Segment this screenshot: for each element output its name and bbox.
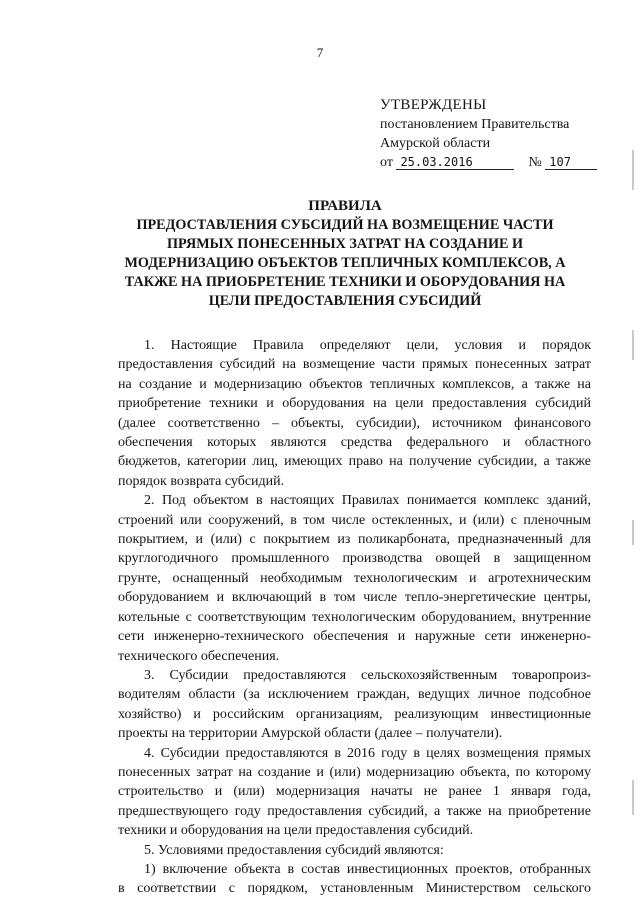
title-line: ЦЕЛИ ПРЕДОСТАВЛЕНИЯ СУБСИДИЙ (208, 293, 482, 309)
scan-edge-mark (632, 330, 634, 360)
document-title (100, 196, 590, 311)
title-line: ПРЯМЫХ ПОНЕСЕННЫХ ЗАТРАТ НА СОЗДАНИЕ И (166, 236, 524, 252)
paragraph-line: круглогодичного промышленного производства овощей в защищенном (118, 551, 591, 567)
paragraph-line: оборудованием и включающий в том числе тепло-энергетические центры, (118, 590, 591, 606)
document-type: ПРАВИЛА (308, 198, 382, 214)
title-line: ТАКЖЕ НА ПРИОБРЕТЕНИЕ ТЕХНИКИ И ОБОРУДОВАНИЯ НА (124, 274, 566, 290)
paragraph-line: на создание и модернизацию объектов тепличных комплексов, а также на (118, 376, 591, 392)
paragraph-line: сети инженерно-технического обеспечения и наружные сети инженерно- (118, 629, 591, 645)
paragraph-line: 1) включение объекта в состав инвестиционных проектов, отобранных (144, 861, 591, 877)
approval-date-line (380, 153, 597, 172)
paragraph-line: 4. Субсидии предоставляются в 2016 году в целях возмещения прямых (144, 745, 591, 761)
paragraph-line: проекты на территории Амурской области (далее – получатели). (118, 726, 503, 742)
paragraph-line: предшествующего году предоставления субсидий, а также на приобретение (118, 803, 591, 819)
paragraph-line: техники и оборудования на цели предоставления субсидий. (118, 823, 474, 839)
paragraph-line: грунте, оснащенный необходимым технологическим и агротехническим (118, 570, 591, 586)
approval-line-2: Амурской области (380, 136, 491, 151)
paragraph-line: хозяйство) и российским организациям, реализующим инвестиционные (118, 706, 591, 722)
paragraph-line: 3. Субсидии предоставляются сельскохозяйственным товаропроиз- (144, 667, 591, 683)
paragraph-line: 1. Настоящие Правила определяют цели, условия и порядок (144, 338, 591, 353)
paragraph-line: порядок возврата субсидий. (118, 473, 285, 489)
page-number: 7 (316, 45, 324, 60)
paragraph-line: строений или сооружений, в том числе остекленных, и (или) с пленочным (118, 512, 591, 528)
paragraph-line: приобретение техники и оборудования на цели предоставления субсидий (118, 396, 591, 412)
paragraph-line: понесенных затрат на создание и (или) модернизацию объекта, по которому (118, 764, 591, 780)
paragraph-line: 2. Под объектом в настоящих Правилах понимается комплекс зданий, (144, 493, 591, 509)
approved-label: УТВЕРЖДЕНЫ (380, 97, 487, 113)
paragraph-line: бюджетов, категории лиц, имеющих право на получение субсидии, а также (118, 454, 591, 470)
scan-edge-mark (632, 780, 634, 815)
title-line: ПРЕДОСТАВЛЕНИЯ СУБСИДИЙ НА ВОЗМЕЩЕНИЕ ЧАСТИ (136, 217, 554, 233)
scan-edge-mark (632, 520, 634, 545)
paragraph-line: (далее соответственно – объекты, субсидии), источником финансового (118, 415, 591, 431)
date-prefix: от (380, 155, 393, 170)
paragraph-line: котельные с соответствующим технологическим оборудованием, внутренние (118, 609, 591, 625)
paragraph-line: в соответствии с порядком, установленным Министерством сельского (118, 881, 591, 897)
paragraph-line: строительство и (или) модернизация начаты не ранее 1 января года, (118, 784, 591, 800)
paragraph-line: 5. Условиями предоставления субсидий являются: (144, 842, 444, 858)
scan-edge-mark (632, 150, 634, 190)
title-line: МОДЕРНИЗАЦИЮ ОБЪЕКТОВ ТЕПЛИЧНЫХ КОМПЛЕКСОВ, А (124, 255, 566, 271)
document-body (118, 336, 591, 899)
approval-line-1: постановлением Правительства (380, 117, 570, 132)
number-prefix: № (528, 155, 542, 170)
approval-stamp (380, 96, 597, 172)
paragraph-line: покрытием, и (или) с покрытием из поликарбоната, предназначенный для (118, 532, 591, 548)
paragraph-line: водителям области (за исключением граждан, ведущих личное подсобное (118, 687, 591, 703)
paragraph-line: обеспечения которых являются средства федерального и областного (118, 435, 591, 451)
approval-number: 107 (545, 155, 597, 170)
paragraph-line: предоставления субсидий на возмещение части прямых понесенных затрат (118, 357, 591, 373)
paragraph-line: технического обеспечения. (118, 648, 280, 664)
approval-date: 25.03.2016 (396, 155, 514, 170)
